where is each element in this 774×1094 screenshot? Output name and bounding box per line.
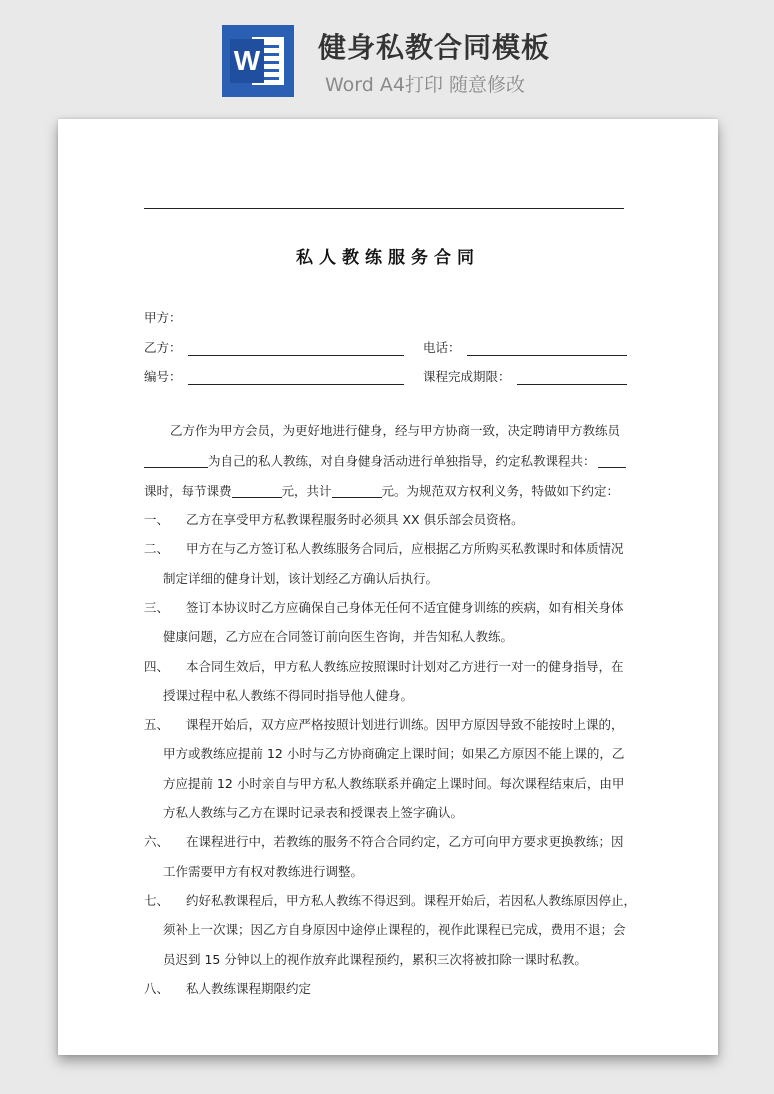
clause-line xyxy=(163,924,626,937)
intro-line-1: 乙方作为甲方会员，为更好地进行健身，经与甲方协商一致，决定聘请甲方教练员 xyxy=(170,423,621,438)
clause-number: 六、 xyxy=(144,834,170,850)
clause-text: 制定详细的健身计划，该计划经乙方确认后执行。 xyxy=(163,570,439,586)
intro-line-2-text: 为自己的私人教练，对自身健身活动进行单独指导，约定私教课程共： xyxy=(208,453,596,469)
clause-line xyxy=(144,892,637,908)
clause-number: 二、 xyxy=(144,541,170,557)
clause-text: 在课程进行中，若教练的服务不符合合同约定，乙方可向甲方要求更换教练；因 xyxy=(186,834,624,850)
course-total-blank xyxy=(598,455,626,468)
clause-line xyxy=(144,658,624,674)
clause-line xyxy=(163,951,587,967)
field-phone-label: 电话： xyxy=(423,340,461,355)
intro-line-2 xyxy=(144,455,626,468)
clause-line xyxy=(144,980,312,996)
clause-line xyxy=(163,570,439,586)
clause-text: 私人教练课程期限约定 xyxy=(186,980,312,996)
clause-number: 五、 xyxy=(144,717,170,733)
clause-text: 方应提前 12 小时亲自与甲方私人教练联系并确定上课时间。每次课程结束后，由甲 xyxy=(163,775,625,791)
clause-number: 八、 xyxy=(144,980,170,996)
intro-line-3b: 元，共计 xyxy=(281,483,332,499)
clause-line xyxy=(144,599,624,615)
clause-text: 须补上一次课；因乙方自身原因中途停止课程的，视作此课程已完成，费用不退；会 xyxy=(163,922,626,938)
clause-line xyxy=(144,719,624,732)
clause-number: 七、 xyxy=(144,892,170,908)
intro-line-3 xyxy=(144,485,619,498)
field-party-a-label: 甲方： xyxy=(144,310,182,325)
clause-line xyxy=(163,775,625,791)
clause-line xyxy=(144,514,524,527)
field-number xyxy=(144,367,404,385)
clause-text: 甲方或教练应提前 12 小时与乙方协商确定上课时间；如果乙方原因不能上课的，乙 xyxy=(163,746,625,762)
field-deadline-blank xyxy=(517,370,627,385)
clause-text: 甲方在与乙方签订私人教练服务合同后，应根据乙方所购买私教课时和体质情况 xyxy=(186,541,624,557)
clause-line xyxy=(144,543,624,556)
field-party-a xyxy=(144,308,182,326)
field-party-b-label: 乙方： xyxy=(144,340,182,355)
clause-text: 员迟到 15 分钟以上的视作放弃此课程预约，累积三次将被扣除一课时私教。 xyxy=(163,951,587,967)
field-phone-blank xyxy=(467,341,627,356)
field-deadline-label: 课程完成期限： xyxy=(423,369,511,384)
clause-text: 方私人教练与乙方在课时记录表和授课表上签字确认。 xyxy=(163,805,464,820)
document-title: 私人教练服务合同 xyxy=(296,248,480,268)
fee-per-class-blank xyxy=(232,485,282,498)
banner-title: 健身私教合同模板 xyxy=(318,31,551,64)
field-phone xyxy=(423,338,627,356)
clause-text: 本合同生效后，甲方私人教练应按照课时计划对乙方进行一对一的健身指导，在 xyxy=(186,658,624,674)
field-party-b-blank xyxy=(188,341,404,356)
clause-text: 签订本协议时乙方应确保自己身体无任何不适宜健身训练的疾病，如有相关身体 xyxy=(186,599,624,615)
clause-text: 健康问题，乙方应在合同签订前向医生咨询，并告知私人教练。 xyxy=(163,629,514,645)
clause-line xyxy=(163,631,513,644)
clause-line xyxy=(144,836,624,849)
clause-line xyxy=(163,807,463,820)
banner-subtitle: Word A4打印 随意修改 xyxy=(325,74,526,96)
header-rule xyxy=(144,208,624,209)
clause-text: 授课过程中私人教练不得同时指导他人健身。 xyxy=(163,687,414,703)
clause-line xyxy=(163,748,624,761)
coach-name-blank xyxy=(144,455,208,468)
clause-text: 乙方在享受甲方私教课程服务时必须具 XX 俱乐部会员资格。 xyxy=(186,512,524,527)
intro-line-3c: 元。为规范双方权利义务，特做如下约定： xyxy=(381,483,620,499)
clause-number: 一、 xyxy=(144,512,170,527)
clause-text: 课程开始后，双方应严格按照计划进行训练。因甲方原因导致不能按时上课的， xyxy=(186,717,624,733)
clause-number: 四、 xyxy=(144,658,170,674)
field-number-label: 编号： xyxy=(144,369,182,384)
word-doc-icon xyxy=(222,25,294,97)
clause-number: 三、 xyxy=(144,599,170,615)
header-banner xyxy=(0,0,774,110)
svg-text:W: W xyxy=(233,45,261,76)
field-number-blank xyxy=(188,370,404,385)
field-party-b xyxy=(144,338,404,356)
clause-text: 约好私教课程后，甲方私人教练不得迟到。课程开始后，若因私人教练原因停止， xyxy=(186,892,637,908)
total-fee-blank xyxy=(332,485,382,498)
clause-line xyxy=(163,687,414,703)
document-page xyxy=(58,119,718,1055)
clause-text: 工作需要甲方有权对教练进行调整。 xyxy=(163,863,364,879)
intro-line-3a: 课时，每节课费 xyxy=(144,483,232,499)
clause-line xyxy=(163,863,364,879)
field-deadline xyxy=(423,367,627,385)
